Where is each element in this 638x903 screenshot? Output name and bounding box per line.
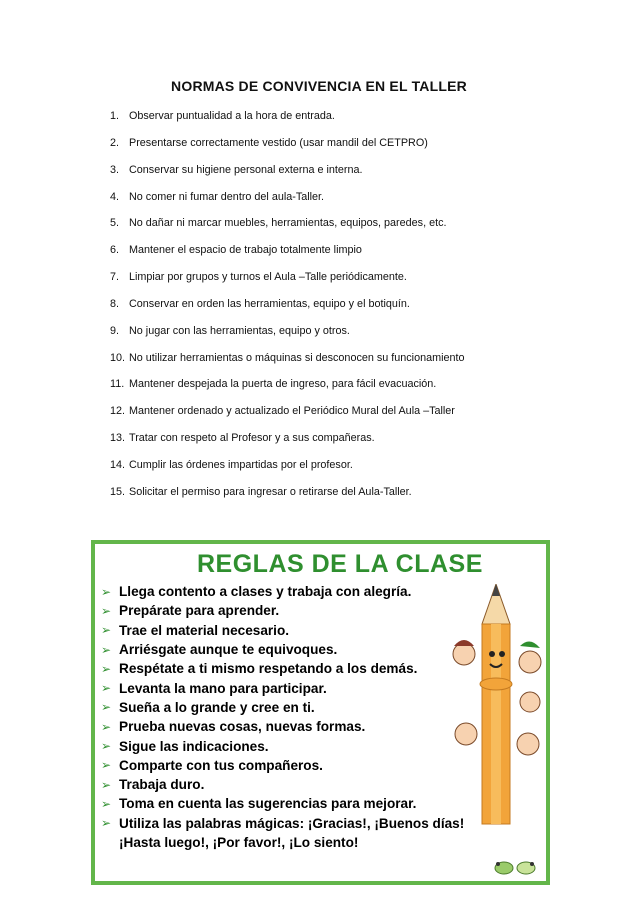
poster-item: ➢ Sigue las indicaciones. (101, 738, 269, 754)
poster-item: ➢ Prueba nuevas cosas, nuevas formas. (101, 719, 366, 735)
item-text: Conservar en orden las herramientas, equipo y el botiquín. (129, 297, 410, 310)
list-item (110, 352, 590, 379)
rules-list (110, 110, 590, 513)
list-item (110, 137, 590, 164)
item-number: 11. (110, 378, 125, 391)
item-number: 13. (110, 432, 126, 445)
item-number: 1. (110, 110, 120, 122)
arrow-bullet-icon: ➢ (101, 623, 112, 638)
arrow-bullet-icon: ➢ (101, 700, 112, 715)
item-number: 14. (110, 458, 126, 471)
list-item (110, 298, 590, 325)
arrow-bullet-icon: ➢ (101, 584, 112, 599)
item-text: Limpiar por grupos y turnos el Aula –Talle periódicamente. (129, 271, 407, 284)
item-number: 3. (110, 163, 120, 176)
list-item (110, 271, 590, 298)
list-item (110, 217, 590, 244)
item-text: No comer ni fumar dentro del aula-Taller. (129, 190, 325, 203)
class-rules-poster (91, 540, 550, 885)
arrow-bullet-icon: ➢ (101, 739, 112, 754)
item-number: 12. (110, 405, 126, 418)
poster-item: ➢ Comparte con tus compañeros. (101, 757, 323, 773)
poster-item: ➢ Trae el material necesario. (101, 622, 290, 638)
poster-item: ➢ Trabaja duro. (101, 777, 205, 793)
list-item (110, 110, 590, 137)
item-number: 10. (110, 351, 126, 364)
list-item (110, 325, 590, 352)
arrow-bullet-icon: ➢ (101, 642, 112, 657)
poster-item: ➢ Llega contento a clases y trabaja con alegría. (101, 584, 412, 600)
item-text: Tratar con respeto al Profesor y a sus compañeras. (129, 432, 375, 445)
poster-item: ➢ Respétate a ti mismo respetando a los demás. (101, 661, 418, 677)
page-title: NORMAS DE CONVIVENCIA EN EL TALLER (171, 78, 467, 94)
list-item (110, 486, 590, 513)
arrow-bullet-icon: ➢ (101, 719, 112, 734)
item-text: Presentarse correctamente vestido (usar mandil del CETPRO) (129, 136, 428, 149)
item-text: Mantener ordenado y actualizado el Periódico Mural del Aula –Taller (129, 405, 455, 418)
item-number: 7. (110, 271, 120, 284)
arrow-bullet-icon: ➢ (101, 603, 112, 618)
list-item (110, 244, 590, 271)
poster-item: ➢ Utiliza las palabras mágicas: ¡Gracias!, ¡Buenos días! (101, 815, 465, 831)
item-number: 9. (110, 324, 120, 337)
bugs-illustration (492, 855, 540, 877)
arrow-bullet-icon: ➢ (101, 796, 112, 811)
item-text: No utilizar herramientas o máquinas si desconocen su funcionamiento (129, 351, 465, 364)
poster-item-continuation: ¡Hasta luego!, ¡Por favor!, ¡Lo siento! (119, 835, 359, 850)
arrow-bullet-icon: ➢ (101, 758, 112, 773)
arrow-bullet-icon: ➢ (101, 777, 112, 792)
list-item (110, 459, 590, 486)
item-number: 8. (110, 297, 120, 310)
list-item (110, 432, 590, 459)
item-text: Mantener despejada la puerta de ingreso, para fácil evacuación. (129, 378, 437, 391)
poster-item: ➢ Toma en cuenta las sugerencias para mejorar. (101, 796, 417, 812)
item-text: No dañar ni marcar muebles, herramientas, equipos, paredes, etc. (129, 217, 447, 230)
poster-item: ➢ Sueña a lo grande y cree en ti. (101, 699, 315, 715)
arrow-bullet-icon: ➢ (101, 681, 112, 696)
item-number: 2. (110, 136, 120, 149)
poster-item: ➢ Levanta la mano para participar. (101, 680, 327, 696)
item-number: 6. (110, 244, 120, 257)
list-item (110, 191, 590, 218)
poster-item: ➢ Arriésgate aunque te equivoques. (101, 642, 338, 658)
item-text: Mantener el espacio de trabajo totalmente limpio (129, 244, 362, 257)
item-text: Cumplir las órdenes impartidas por el profesor. (129, 458, 353, 471)
arrow-bullet-icon: ➢ (101, 816, 112, 831)
arrow-bullet-icon: ➢ (101, 661, 112, 676)
list-item (110, 378, 590, 405)
item-number: 4. (110, 190, 120, 203)
item-number: 5. (110, 217, 120, 230)
poster-item: ➢ Prepárate para aprender. (101, 603, 280, 619)
item-text: Observar puntualidad a la hora de entrada. (129, 110, 335, 122)
poster-rules-list (101, 582, 550, 852)
item-text: Conservar su higiene personal externa e interna. (129, 163, 363, 176)
item-text: Solicitar el permiso para ingresar o retirarse del Aula-Taller. (129, 485, 412, 498)
list-item (110, 164, 590, 191)
list-item (110, 405, 590, 432)
poster-title: REGLAS DE LA CLASE (197, 550, 483, 578)
item-text: No jugar con las herramientas, equipo y otros. (129, 324, 350, 337)
item-number: 15. (110, 485, 126, 498)
